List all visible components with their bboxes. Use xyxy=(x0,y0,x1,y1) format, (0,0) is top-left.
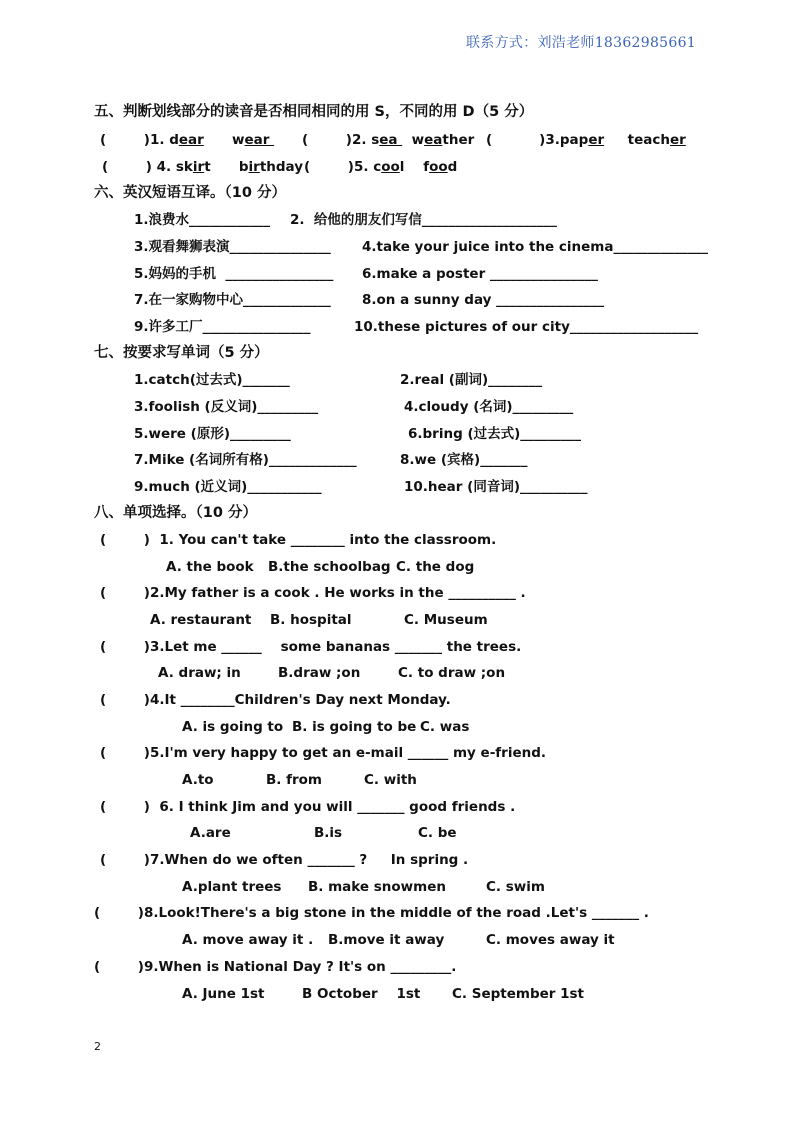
answer-blank[interactable]: ( ) xyxy=(100,692,150,708)
answer-blank[interactable]: ( ) xyxy=(100,799,150,815)
s7-line5-b: 10.hear (同音词)__________ xyxy=(404,479,588,495)
q6-option-c[interactable]: C. be xyxy=(418,825,457,841)
s7-line3-b: 6.bring (过去式)_________ xyxy=(408,426,582,442)
s5-q3: ( )3.paper teacher xyxy=(486,132,686,148)
s7-line4-b: 8.we (宾格)_______ xyxy=(400,452,528,468)
q5-option-a[interactable]: A.to xyxy=(182,772,214,788)
q8-option-c[interactable]: C. moves away it xyxy=(486,932,615,948)
q3-option-a[interactable]: A. draw; in xyxy=(158,665,241,681)
s7-line3-a: 5.were (原形)_________ xyxy=(134,426,291,442)
q4-option-c[interactable]: C. was xyxy=(420,719,470,735)
q2-option-a[interactable]: A. restaurant xyxy=(150,612,252,628)
q6-option-a[interactable]: A.are xyxy=(190,825,231,841)
s7-line1-b: 2.real (副词)________ xyxy=(400,372,543,388)
s6-line5-b: 10.these pictures of our city___________________ xyxy=(354,319,699,335)
q2-option-c[interactable]: C. Museum xyxy=(404,612,488,628)
s6-line3-a: 5.妈妈的手机 ________________ xyxy=(134,266,334,282)
answer-blank[interactable]: ( ) xyxy=(94,905,144,921)
s7-line2-b: 4.cloudy (名词)_________ xyxy=(404,399,574,415)
section5-title: 五、判断划线部分的读音是否相同相同的用 S，不同的用 D（5 分） xyxy=(94,104,534,120)
s5-q5: ( )5. cool food xyxy=(304,159,458,175)
q3-option-b[interactable]: B.draw ;on xyxy=(278,665,361,681)
q1-option-a[interactable]: A. the book xyxy=(166,559,254,575)
answer-blank[interactable]: ( ) xyxy=(304,159,354,175)
answer-blank[interactable]: ( ) xyxy=(100,639,150,655)
s6-line2-a: 3.观看舞狮表演_______________ xyxy=(134,239,331,255)
answer-blank[interactable]: ( ) xyxy=(102,159,152,175)
q9-option-a[interactable]: A. June 1st xyxy=(182,986,265,1002)
answer-blank[interactable]: ( ) xyxy=(100,745,150,761)
q7-option-c[interactable]: C. swim xyxy=(486,879,545,895)
s5-q4: ( ) 4. skirt birthday xyxy=(102,159,304,175)
s7-line1-a: 1.catch(过去式)_______ xyxy=(134,372,290,388)
q5-option-c[interactable]: C. with xyxy=(364,772,417,788)
q5: ( )5.I'm very happy to get an e-mail ______ my e-friend. xyxy=(100,745,547,761)
q4-option-b[interactable]: B. is going to be xyxy=(292,719,417,735)
answer-blank[interactable]: ( ) xyxy=(100,852,150,868)
s6-line4-b: 8.on a sunny day ________________ xyxy=(362,292,605,308)
q9-option-b[interactable]: B October 1st xyxy=(302,986,421,1002)
s5-q1: ( )1. dear wear xyxy=(100,132,275,148)
q7-option-b[interactable]: B. make snowmen xyxy=(308,879,446,895)
q6-option-b[interactable]: B.is xyxy=(314,825,343,841)
answer-blank[interactable]: ( ) xyxy=(100,585,150,601)
q4: ( )4.It ________Children's Day next Monday. xyxy=(100,692,451,708)
q7-option-a[interactable]: A.plant trees xyxy=(182,879,282,895)
q5-option-b[interactable]: B. from xyxy=(266,772,322,788)
s7-line2-a: 3.foolish (反义词)_________ xyxy=(134,399,319,415)
s5-q2: ( )2. sea weather xyxy=(302,132,475,148)
section8-title: 八、单项选择。（10 分） xyxy=(94,505,257,521)
q8-option-b[interactable]: B.move it away xyxy=(328,932,445,948)
answer-blank[interactable]: ( ) xyxy=(100,132,150,148)
s6-line4-a: 7.在一家购物中心_____________ xyxy=(134,292,331,308)
s6-line5-a: 9.许多工厂________________ xyxy=(134,319,311,335)
q1-option-c[interactable]: C. the dog xyxy=(396,559,475,575)
section7-title: 七、按要求写单词（5 分） xyxy=(94,345,269,361)
answer-blank[interactable]: ( ) xyxy=(94,959,144,975)
page-number: 2 xyxy=(94,1040,101,1053)
q9: ( )9.When is National Day ? It's on _________. xyxy=(94,959,457,975)
q8: ( )8.Look!There's a big stone in the middle of the road .Let's _______ . xyxy=(94,905,649,921)
q1: ( ) 1. You can't take ________ into the classroom. xyxy=(100,532,497,548)
q9-option-c[interactable]: C. September 1st xyxy=(452,986,585,1002)
s6-line1-b: 2. 给他的朋友们写信____________________ xyxy=(290,212,557,228)
answer-blank[interactable]: ( ) xyxy=(100,532,150,548)
s6-line1-a: 1.浪费水____________ xyxy=(134,212,271,228)
q4-option-a[interactable]: A. is going to xyxy=(182,719,284,735)
q2-option-b[interactable]: B. hospital xyxy=(270,612,352,628)
q6: ( ) 6. I think Jim and you will _______ good friends . xyxy=(100,799,516,815)
section6-title: 六、英汉短语互译。（10 分） xyxy=(94,185,286,201)
q3: ( )3.Let me ______ some bananas _______ the trees. xyxy=(100,639,522,655)
q7: ( )7.When do we often _______ ? In spring . xyxy=(100,852,469,868)
q8-option-a[interactable]: A. move away it . xyxy=(182,932,314,948)
q3-option-c[interactable]: C. to draw ;on xyxy=(398,665,506,681)
s6-line2-b: 4.take your juice into the cinema______________ xyxy=(362,239,708,255)
s7-line5-a: 9.much (近义词)___________ xyxy=(134,479,322,495)
contact-header: 联系方式：刘浩老师18362985661 xyxy=(466,35,696,51)
q2: ( )2.My father is a cook . He works in the __________ . xyxy=(100,585,526,601)
answer-blank[interactable]: ( ) xyxy=(486,132,546,148)
s7-line4-a: 7.Mike (名词所有格)_____________ xyxy=(134,452,357,468)
s6-line3-b: 6.make a poster ________________ xyxy=(362,266,598,282)
q1-option-b[interactable]: B.the schoolbag xyxy=(268,559,391,575)
answer-blank[interactable]: ( ) xyxy=(302,132,352,148)
